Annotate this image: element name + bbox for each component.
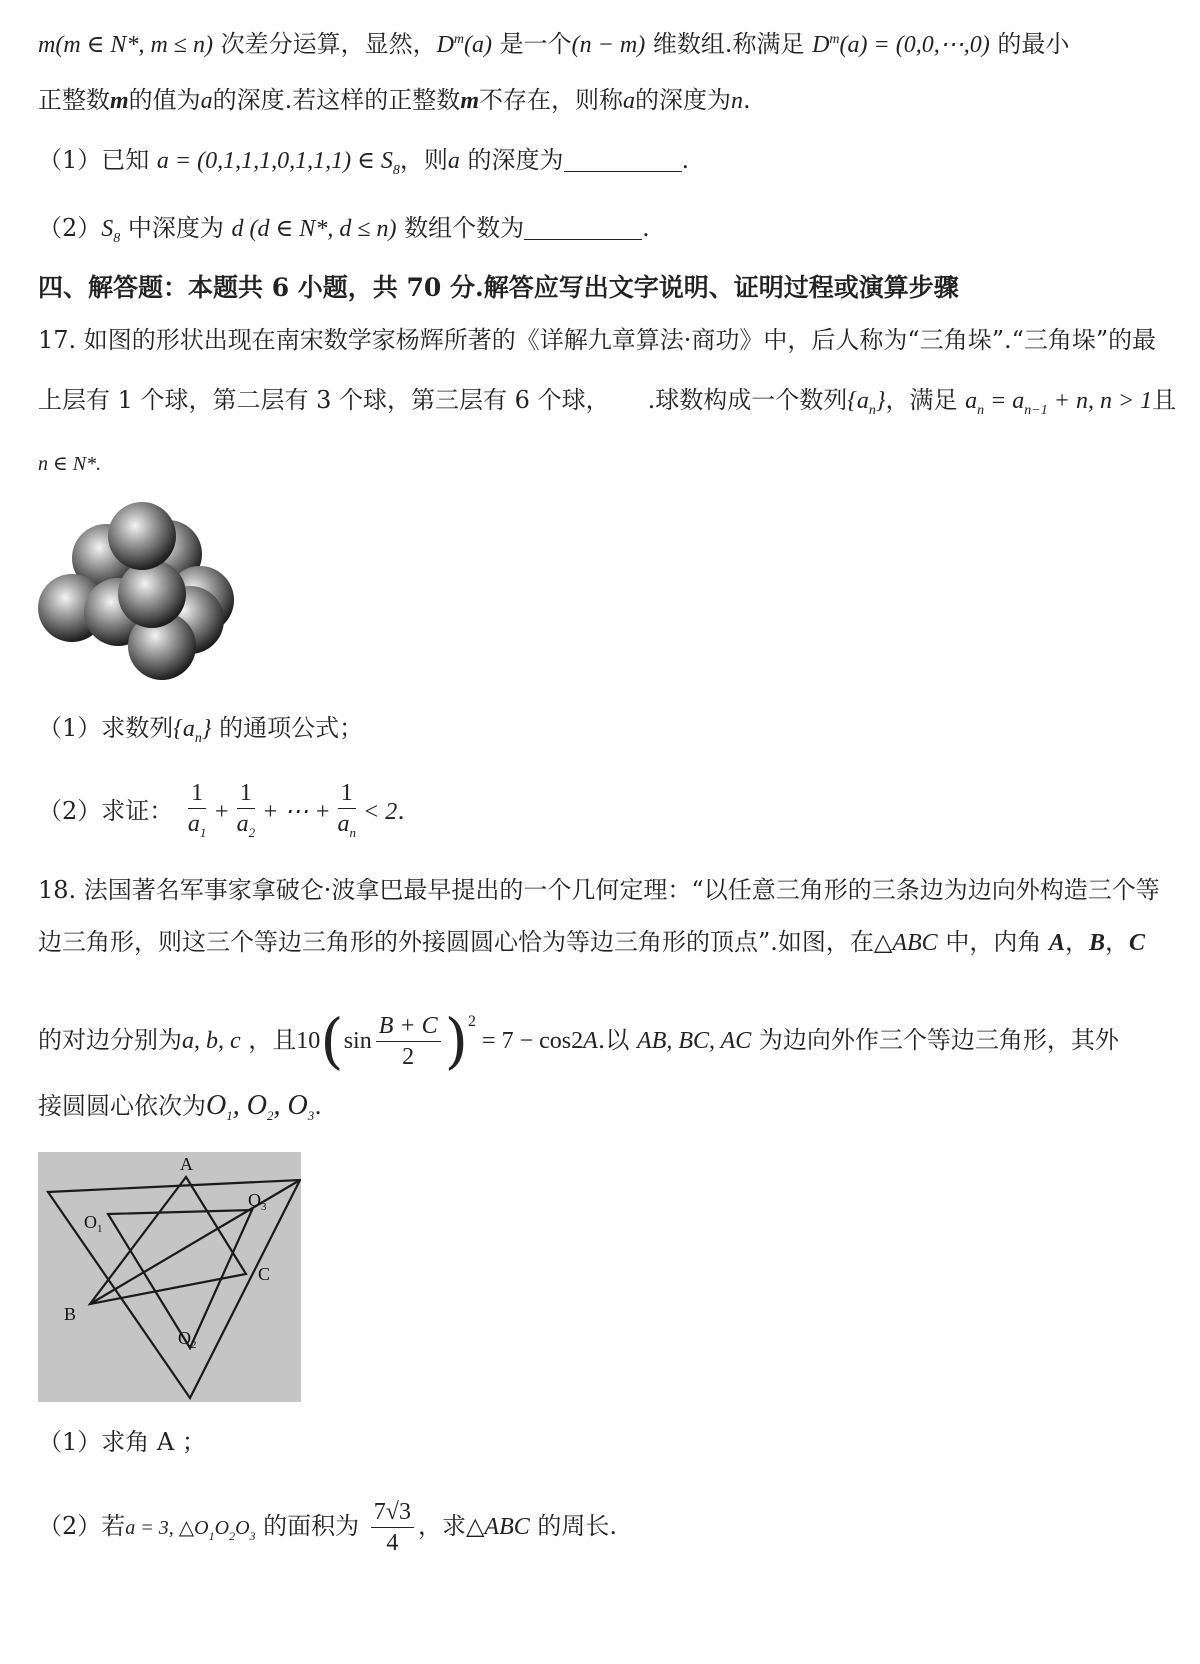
label-o1: $O_1$ [84, 1212, 103, 1235]
q18-part-2: （2）若a = 3, $\triangle O_1O_2O_3$ 的面积为 $\frac{7√3}{4}$ ，求△ABC 的周长. [38, 1499, 618, 1556]
fraction-1-over-a2: $\frac{1}{a_2}$ [236, 779, 256, 840]
q18-line-4: 接圆圆心依次为$O_1$, $O_2$, $O_3$. [38, 1090, 322, 1123]
intro-line-2: 正整数m的值为a的深度.若这样的正整数m不存在，则称a的深度为n. [38, 86, 751, 114]
q16-part-1: （1）已知 a = (0,1,1,1,0,1,1,1) ∈ $S_8$，则a 的深度为 . [38, 146, 690, 178]
label-o3: $O_3$ [248, 1190, 267, 1213]
answer-blank-2[interactable] [524, 217, 642, 240]
label-c: C [258, 1264, 271, 1284]
fraction-1-over-a1: $\frac{1}{a_1}$ [187, 779, 207, 840]
fraction-b-plus-c-over-2: $\frac{B + C}{2}$ [376, 1011, 441, 1072]
q17-line-1: 17. 如图的形状出现在南宋数学家杨辉所著的《详解九章算法·商功》中，后人称为“三角垛”.“三角垛”的最 [38, 326, 1157, 354]
q18-line-1: 18. 法国著名军事家拿破仑·波拿巴最早提出的一个几何定理：“以任意三角形的三条边为边向外构造三个等 [38, 876, 1160, 904]
q17-part-2: （2）求证： $\frac{1}{a_1}$ + $\frac{1}{a_2}$ + ⋯ + $\frac{1}{a_n}$ < 2. [38, 776, 405, 847]
q17-line-2: 上层有 1 个球，第二层有 3 个球，第三层有 6 个球， .球数构成一个数列$\{a_n\}$，满足 $a_n = a_{n-1} + n$, n > 1且 [38, 386, 1177, 418]
label-b: B [64, 1304, 77, 1324]
q18-line-2: 边三角形，则这三个等边三角形的外接圆圆心恰为等边三角形的顶点”.如图，在△ABC 中，内角 A，B，C [38, 928, 1145, 956]
q17-part-1: （1）求数列$\{a_n\}$ 的通项公式； [38, 714, 364, 746]
fraction-1-over-an: $\frac{1}{a_n}$ [337, 779, 357, 840]
q17-line-3: n ∈ N*. [38, 453, 102, 475]
napoleon-theorem-figure [38, 1152, 301, 1402]
triangular-pile-figure [36, 496, 246, 696]
answer-blank-1[interactable] [564, 149, 682, 172]
q16-part-2: $(2)S_8$ 中深度为 d (d ∈ N*, d ≤ n) 数组个数为 . [38, 214, 650, 246]
fraction-7sqrt3-over-4: $\frac{7√3}{4}$ [371, 1497, 414, 1558]
label-a: A [180, 1154, 193, 1174]
intro-line-1: m(m ∈ N*, m ≤ n) 次差分运算，显然，$D^m(a)$ 是一个(n − m) 维数组.称满足 $D^m(a)$ = (0,0,⋯,0) 的最小 [38, 30, 1070, 58]
q18-line-3: 的对边分别为a, b, c ，且10(sin $\frac{B + C}{2}$ )$^2$ = 7 − cos2A.以 AB, BC, AC 为边向外作三个等边三角形，其外 [38, 1006, 1119, 1077]
q18-part-1: （1）求角 A ； [38, 1428, 206, 1456]
figure-drawing [38, 1152, 301, 1402]
label-o2: $O_2$ [178, 1328, 197, 1351]
section-heading: 四、解答题：本题共 6 小题，共 70 分.解答应写出文字说明、证明过程或演算步骤 [38, 273, 959, 302]
ball [118, 560, 186, 628]
ball [108, 502, 176, 570]
